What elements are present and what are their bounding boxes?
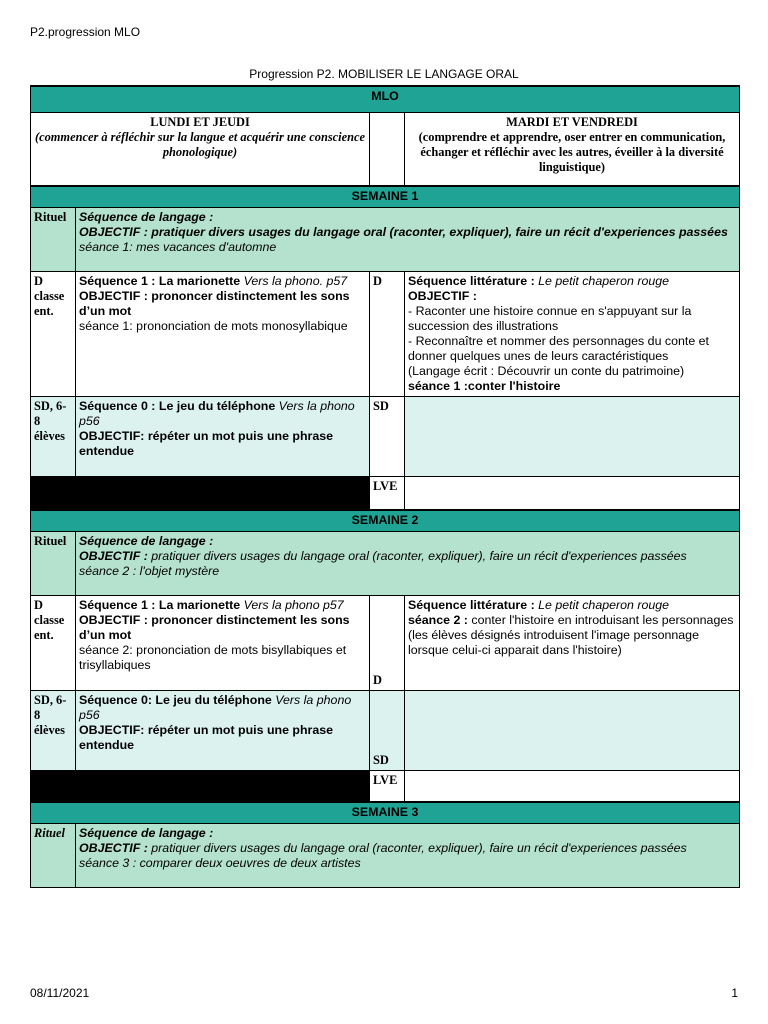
left-sequence-cell [76, 690, 370, 770]
litterature-seance: séance 1 :conter l'histoire [408, 378, 561, 393]
sequence-ref: Vers la phono. p57 [240, 273, 348, 288]
rituel-objectif-text: pratiquer divers usages du langage oral (raconter, expliquer), faire un récit d'experiences passées [147, 840, 687, 855]
litterature-label: Séquence littérature : [408, 597, 535, 612]
sequence-title: Séquence 0: Le jeu du téléphone [79, 692, 272, 707]
mid-label: SD [373, 752, 389, 767]
sequence-title: Séquence 0 : Le jeu du téléphone [79, 398, 276, 413]
right-sequence-cell [405, 595, 740, 690]
right-empty-cell [405, 690, 740, 770]
litterature-title: Le petit chaperon rouge [534, 273, 670, 288]
group-label: D classe ent. [31, 595, 76, 690]
rituel-sequence: Séquence de langage : [79, 825, 214, 840]
sequence-seance: séance 1: prononciation de mots monosyllabique [79, 318, 348, 333]
mid-label-cell [370, 690, 405, 770]
sequence-ref: Vers la phono p56 [79, 692, 352, 722]
litterature-line-2: - Reconnaître et nommer des personnages du conte et donner quelques unes de leurs caractéristiques [408, 333, 709, 363]
litterature-objectif: OBJECTIF : [408, 288, 477, 303]
rituel-sequence: Séquence de langage : [79, 209, 214, 224]
left-sequence-cell [76, 396, 370, 476]
col-right-title: MARDI ET VENDREDI [506, 114, 638, 129]
rituel-objectif: OBJECTIF : pratiquer divers usages du langage oral (raconter, expliquer), faire un récit d'experiences passées [79, 224, 728, 239]
lve-label: LVE [370, 476, 405, 510]
col-left-title: LUNDI ET JEUDI [150, 114, 250, 129]
litterature-title: Le petit chaperon rouge [534, 597, 670, 612]
litterature-line-1: - Raconter une histoire connue en s'appuyant sur la succession des illustrations [408, 303, 692, 333]
sequence-objectif: OBJECTIF: répéter un mot puis une phrase entendue [79, 722, 334, 752]
week-2-row-lve [31, 770, 740, 802]
col-left-header [31, 112, 370, 186]
rituel-seance: séance 1: mes vacances d'automne [79, 239, 277, 254]
lve-empty-cell [405, 476, 740, 510]
litterature-label: Séquence littérature : [408, 273, 535, 288]
mid-label: D [370, 271, 405, 396]
week-3-heading: SEMAINE 3 [31, 802, 740, 823]
sequence-objectif: OBJECTIF : prononcer distinctement les sons d’un mot [79, 288, 350, 318]
left-sequence-cell [76, 271, 370, 396]
right-sequence-cell [405, 271, 740, 396]
rituel-content [76, 823, 740, 887]
week-2-row-d [31, 595, 740, 690]
document-title: Progression P2. MOBILISER LE LANGAGE ORAL [249, 67, 519, 81]
mid-label-cell [370, 595, 405, 690]
rituel-sequence: Séquence de langage : [79, 533, 214, 548]
blacked-out-cell [31, 476, 370, 510]
rituel-content [76, 207, 740, 271]
rituel-objectif-label: OBJECTIF : [79, 548, 148, 563]
mid-label: SD [370, 396, 405, 476]
group-label: SD, 6-8 élèves [31, 396, 76, 476]
rituel-seance: séance 3 : comparer deux oeuvres de deux artistes [79, 855, 361, 870]
rituel-label: Rituel [31, 207, 76, 271]
page-header: P2.progression MLO [30, 25, 141, 39]
litterature-seance-text: conter l'histoire en introduisant les personnages (les élèves désignés introduisent l'image personnage lorsque celui-ci apparait dans l'histoire) [408, 612, 734, 657]
right-empty-cell [405, 396, 740, 476]
mid-label: D [373, 672, 382, 687]
col-right-header [405, 112, 740, 186]
week-3-rituel-row [31, 823, 740, 887]
week-2-rituel-row [31, 531, 740, 595]
mlo-heading: MLO [31, 86, 740, 112]
week-1-rituel-row [31, 207, 740, 271]
week-2-row-sd [31, 690, 740, 770]
litterature-seance-label: séance 2 : [408, 612, 468, 627]
progression-table [30, 85, 740, 888]
sequence-seance: séance 2: prononciation de mots bisyllabiques et trisyllabiques [79, 642, 347, 672]
sequence-ref: Vers la phono p56 [79, 398, 355, 428]
sequence-title: Séquence 1 : La marionette [79, 597, 241, 612]
week-2-heading: SEMAINE 2 [31, 510, 740, 531]
rituel-content [76, 531, 740, 595]
litterature-line-3: (Langage écrit : Découvrir un conte du patrimoine) [408, 363, 685, 378]
col-mid-header [370, 112, 405, 186]
lve-empty-cell [405, 770, 740, 802]
col-right-subtitle: (comprendre et apprendre, oser entrer en communication, échanger et réfléchir avec les autres, éveiller à la diversité linguistique) [418, 129, 726, 174]
col-left-subtitle: (commencer à réfléchir sur la langue et acquérir une conscience phonologique) [34, 129, 366, 159]
footer-date: 08/11/2021 [30, 986, 90, 1000]
lve-label: LVE [370, 770, 405, 802]
week-1-heading: SEMAINE 1 [31, 186, 740, 207]
rituel-objectif-text: pratiquer divers usages du langage oral (raconter, expliquer), faire un récit d'experiences passées [147, 548, 687, 563]
rituel-label: Rituel [31, 531, 76, 595]
rituel-seance: séance 2 : l'objet mystère [79, 563, 220, 578]
group-label: D classe ent. [31, 271, 76, 396]
week-1-row-d [31, 271, 740, 396]
footer-page-number: 1 [731, 986, 738, 1000]
sequence-ref: Vers la phono p57 [240, 597, 344, 612]
sequence-title: Séquence 1 : La marionette [79, 273, 241, 288]
week-1-row-lve [31, 476, 740, 510]
rituel-label: Rituel [31, 823, 76, 887]
week-1-row-sd [31, 396, 740, 476]
sequence-objectif: OBJECTIF: répéter un mot puis une phrase entendue [79, 428, 334, 458]
group-label: SD, 6-8 élèves [31, 690, 76, 770]
sequence-objectif: OBJECTIF : prononcer distinctement les sons d’un mot [79, 612, 350, 642]
blacked-out-cell [31, 770, 370, 802]
left-sequence-cell [76, 595, 370, 690]
rituel-objectif-label: OBJECTIF : [79, 840, 148, 855]
